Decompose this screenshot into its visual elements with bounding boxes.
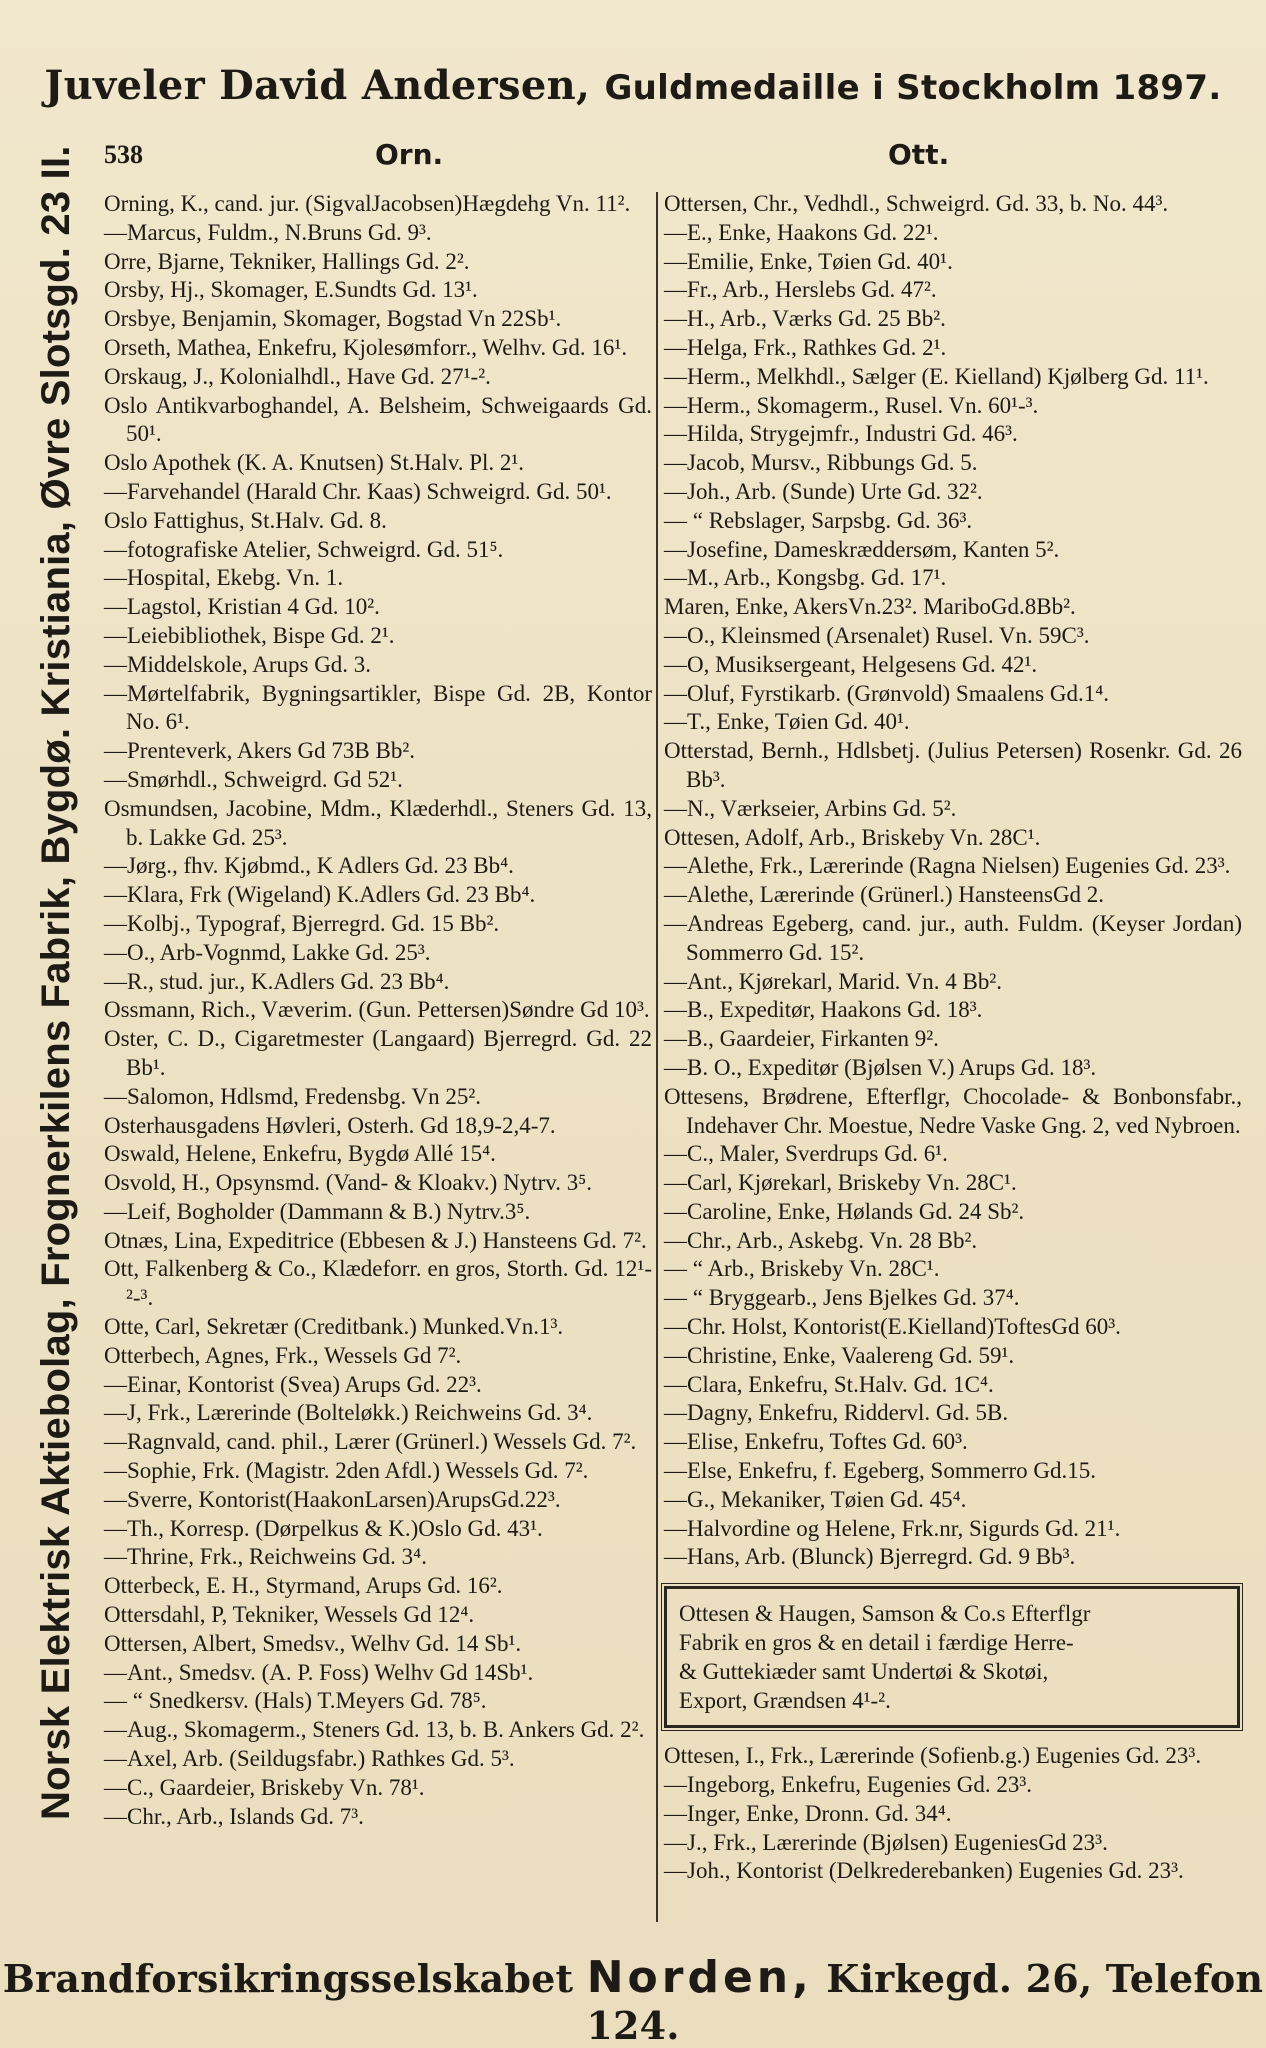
page-number: 538 bbox=[104, 140, 143, 169]
directory-entry: —Herm., Skomagerm., Rusel. Vn. 60¹-³. bbox=[664, 392, 1039, 418]
directory-entry: Ossmann, Rich., Væverim. (Gun. Pettersen)Søndre Gd 10³. bbox=[104, 997, 650, 1023]
directory-entry: —fotografiske Atelier, Schweigrd. Gd. 51⁵. bbox=[104, 536, 504, 562]
left-column-heading: Orn. bbox=[375, 138, 444, 171]
directory-entry: —Prenteverk, Akers Gd 73B Bb². bbox=[104, 738, 415, 764]
directory-entry: —Thrine, Frk., Reichweins Gd. 3⁴. bbox=[104, 1544, 427, 1570]
directory-entry: —B., Gaardeier, Firkanten 9². bbox=[664, 1026, 939, 1052]
directory-entry: —Inger, Enke, Dronn. Gd. 34⁴. bbox=[664, 1800, 952, 1826]
directory-entry: —B., Expeditør, Haakons Gd. 18³. bbox=[664, 997, 983, 1023]
directory-entry: —Jacob, Mursv., Ribbungs Gd. 5. bbox=[664, 450, 978, 476]
directory-entry: —Hilda, Strygejmfr., Industri Gd. 46³. bbox=[664, 421, 1018, 447]
side-advert-text: Norsk Elektrisk Aktiebolag, Frognerkilens Fabrik, Bygdø. Kristiania, Øvre Slotsgd. 23 II. bbox=[34, 145, 78, 1820]
advert-line: Ottesen & Haugen, Samson & Co.s Efterflgr bbox=[679, 1601, 1091, 1627]
directory-entry: — “ Rebslager, Sarpsbg. Gd. 36³. bbox=[664, 507, 973, 533]
directory-entry: Ottesens, Brødrene, Efterflgr, Chocolade- & Bonbonsfabr., Indehaver Chr. Moestue, Nedre Vaske Gng. 2, ved Nybroen. bbox=[664, 1083, 1242, 1138]
directory-entry: —M., Arb., Kongsbg. Gd. 17¹. bbox=[664, 565, 947, 591]
directory-entry: —O., Kleinsmed (Arsenalet) Rusel. Vn. 59C³. bbox=[664, 622, 1090, 648]
directory-entry: —Caroline, Enke, Hølands Gd. 24 Sb². bbox=[664, 1198, 1025, 1224]
directory-entry: Osmundsen, Jacobine, Mdm., Klæderhdl., Steners Gd. 13, b. Lakke Gd. 25³. bbox=[104, 795, 652, 850]
directory-entry: —Alethe, Lærerinde (Grünerl.) HansteensGd 2. bbox=[664, 882, 1105, 908]
right-entries-top bbox=[664, 190, 1242, 1572]
directory-entry: —C., Maler, Sverdrups Gd. 6¹. bbox=[664, 1141, 948, 1167]
directory-entry: —Fr., Arb., Herslebs Gd. 47². bbox=[664, 277, 937, 303]
directory-entry: —Farvehandel (Harald Chr. Kaas) Schweigrd. Gd. 50¹. bbox=[104, 478, 612, 504]
right-column-heading: Ott. bbox=[888, 138, 950, 171]
directory-entry: Osterhausgadens Høvleri, Osterh. Gd 18,9-2,4-7. bbox=[104, 1112, 556, 1138]
directory-entry: Orskaug, J., Kolonialhdl., Have Gd. 27¹-². bbox=[104, 363, 491, 389]
directory-entry: —C., Gaardeier, Briskeby Vn. 78¹. bbox=[104, 1774, 425, 1800]
directory-entry: Orsbye, Benjamin, Skomager, Bogstad Vn 22Sb¹. bbox=[104, 306, 562, 332]
directory-entry: Orre, Bjarne, Tekniker, Hallings Gd. 2². bbox=[104, 248, 470, 274]
directory-entry: —Oluf, Fyrstikarb. (Grønvold) Smaalens Gd.1⁴. bbox=[664, 680, 1109, 706]
directory-entry: Oslo Apothek (K. A. Knutsen) St.Halv. Pl. 2¹. bbox=[104, 450, 525, 476]
column-divider bbox=[656, 192, 658, 1922]
footer-brand: Norden, bbox=[586, 1952, 813, 2003]
directory-entry: —Th., Korresp. (Dørpelkus & K.)Oslo Gd. 43¹. bbox=[104, 1515, 543, 1541]
directory-entry: Osvold, H., Opsynsmd. (Vand- & Kloakv.) Nytrv. 3⁵. bbox=[104, 1170, 592, 1196]
directory-entry: Oslo Antikvarboghandel, A. Belsheim, Schweigaards Gd. 50¹. bbox=[104, 392, 652, 447]
directory-entry: —Aug., Skomagerm., Steners Gd. 13, b. B. Ankers Gd. 2². bbox=[104, 1717, 645, 1743]
directory-entry: —Lagstol, Kristian 4 Gd. 10². bbox=[104, 594, 380, 620]
directory-entry: Oster, C. D., Cigaretmester (Langaard) Bjerregrd. Gd. 22 Bb¹. bbox=[104, 1026, 652, 1080]
advert-line: Export, Grændsen 4¹-². bbox=[679, 1688, 891, 1714]
directory-entry: —T., Enke, Tøien Gd. 40¹. bbox=[664, 709, 910, 735]
directory-entry: —Ragnvald, cand. phil., Lærer (Grünerl.) Wessels Gd. 7². bbox=[104, 1429, 637, 1455]
directory-entry: —Halvordine og Helene, Frk.nr, Sigurds Gd. 21¹. bbox=[664, 1515, 1121, 1541]
directory-entry: Oswald, Helene, Enkefru, Bygdø Allé 15⁴. bbox=[104, 1141, 496, 1167]
directory-entry: —Christine, Enke, Vaalereng Gd. 59¹. bbox=[664, 1342, 1015, 1368]
directory-entry: —Kolbj., Typograf, Bjerregrd. Gd. 15 Bb². bbox=[104, 910, 500, 936]
bottom-advert-banner bbox=[0, 1952, 1266, 2048]
directory-entry: —Joh., Arb. (Sunde) Urte Gd. 32². bbox=[664, 478, 983, 504]
directory-entry: —Leiebibliothek, Bispe Gd. 2¹. bbox=[104, 622, 395, 648]
footer-company: Brandforsikringsselskabet bbox=[2, 1956, 574, 2001]
directory-entry: —Chr., Arb., Islands Gd. 7³. bbox=[104, 1803, 364, 1829]
directory-entry: —Jørg., fhv. Kjøbmd., K Adlers Gd. 23 Bb⁴. bbox=[104, 853, 514, 879]
directory-entry: —Andreas Egeberg, cand. jur., auth. Fuldm. (Keyser Jordan) Sommerro Gd. 15². bbox=[664, 910, 1242, 965]
directory-entry: Oslo Fattighus, St.Halv. Gd. 8. bbox=[104, 507, 387, 533]
directory-entry: Ott, Falkenberg & Co., Klædeforr. en gros, Storth. Gd. 12¹-²-³. bbox=[104, 1256, 652, 1311]
directory-entry: —Klara, Frk (Wigeland) K.Adlers Gd. 23 Bb⁴. bbox=[104, 882, 536, 908]
directory-entry: —Elise, Enkefru, Toftes Gd. 60³. bbox=[664, 1429, 968, 1455]
ottesen-haugen-advert bbox=[664, 1586, 1240, 1728]
directory-entry: —Chr. Holst, Kontorist(E.Kielland)ToftesGd 60³. bbox=[664, 1314, 1121, 1340]
directory-entry: —Smørhdl., Schweigrd. Gd 52¹. bbox=[104, 766, 403, 792]
directory-entry: —Herm., Melkhdl., Sælger (E. Kielland) Kjølberg Gd. 11¹. bbox=[664, 363, 1209, 389]
directory-entry: —H., Arb., Værks Gd. 25 Bb². bbox=[664, 306, 946, 332]
directory-entry: —B. O., Expeditør (Bjølsen V.) Arups Gd. 18³. bbox=[664, 1054, 1097, 1080]
directory-entry: —Hans, Arb. (Blunck) Bjerregrd. Gd. 9 Bb³. bbox=[664, 1544, 1076, 1570]
directory-entry: —Dagny, Enkefru, Riddervl. Gd. 5B. bbox=[664, 1400, 1009, 1426]
directory-entry: —Leif, Bogholder (Dammann & B.) Nytrv.3⁵. bbox=[104, 1198, 531, 1224]
directory-entry: Ottersdahl, P, Tekniker, Wessels Gd 12⁴. bbox=[104, 1602, 475, 1628]
advert-line: Fabrik en gros & en detail i færdige Herre- bbox=[679, 1630, 1074, 1656]
directory-entry: —R., stud. jur., K.Adlers Gd. 23 Bb⁴. bbox=[104, 968, 450, 994]
top-advert-banner bbox=[0, 62, 1266, 109]
directory-entry: Ottersen, Chr., Vedhdl., Schweigrd. Gd. 33, b. No. 44³. bbox=[664, 191, 1169, 216]
directory-entry: Orsby, Hj., Skomager, E.Sundts Gd. 13¹. bbox=[104, 277, 478, 303]
directory-entry: Otterbeck, E. H., Styrmand, Arups Gd. 16². bbox=[104, 1573, 503, 1599]
directory-entry: —Emilie, Enke, Tøien Gd. 40¹. bbox=[664, 248, 953, 274]
directory-entry: —Middelskole, Arups Gd. 3. bbox=[104, 651, 372, 677]
directory-entry: —Mørtelfabrik, Bygningsartikler, Bispe Gd. 2B, Kontor No. 6¹. bbox=[104, 680, 652, 735]
directory-entry: —E., Enke, Haakons Gd. 22¹. bbox=[664, 219, 939, 245]
directory-entry: Otnæs, Lina, Expeditrice (Ebbesen & J.) Hansteens Gd. 7². bbox=[104, 1227, 647, 1253]
directory-entry: Orseth, Mathea, Enkefru, Kjolesømforr., Welhv. Gd. 16¹. bbox=[104, 334, 628, 360]
directory-entry: — “ Snedkersv. (Hals) T.Meyers Gd. 78⁵. bbox=[104, 1688, 487, 1714]
directory-entry: —Carl, Kjørekarl, Briskeby Vn. 28C¹. bbox=[664, 1170, 1017, 1196]
banner-right-text: Guldmedaille i Stockholm 1897. bbox=[604, 68, 1222, 108]
banner-left-text: Juveler David Andersen, bbox=[44, 62, 591, 109]
directory-entry: —J., Frk., Lærerinde (Bjølsen) EugeniesGd 23³. bbox=[664, 1829, 1108, 1855]
directory-entry: —Sverre, Kontorist(HaakonLarsen)ArupsGd.22³. bbox=[104, 1486, 561, 1512]
directory-entry: Orning, K., cand. jur. (SigvalJacobsen)Hægdehg Vn. 11². bbox=[104, 191, 631, 216]
advert-line: & Guttekiæder samt Undertøi & Skotøi, bbox=[679, 1659, 1049, 1685]
directory-entry: —Chr., Arb., Askebg. Vn. 28 Bb². bbox=[664, 1227, 978, 1253]
directory-entry: —J, Frk., Lærerinde (Bolteløkk.) Reichweins Gd. 3⁴. bbox=[104, 1400, 593, 1426]
directory-entry: Otterbech, Agnes, Frk., Wessels Gd 7². bbox=[104, 1342, 462, 1368]
directory-entry: Maren, Enke, AkersVn.23². MariboGd.8Bb². bbox=[664, 594, 1076, 620]
directory-entry: Ottesen, I., Frk., Lærerinde (Sofienb.g.) Eugenies Gd. 23³. bbox=[664, 1743, 1202, 1769]
directory-entry: —Ingeborg, Enkefru, Eugenies Gd. 23³. bbox=[664, 1772, 1032, 1798]
right-column bbox=[664, 190, 1242, 1886]
left-column bbox=[104, 190, 652, 1831]
right-entries-bottom bbox=[664, 1742, 1242, 1886]
directory-entry: —Else, Enkefru, f. Egeberg, Sommerro Gd.15. bbox=[664, 1458, 1097, 1484]
directory-entry: —Helga, Frk., Rathkes Gd. 2¹. bbox=[664, 334, 947, 360]
directory-entry: — “ Arb., Briskeby Vn. 28C¹. bbox=[664, 1256, 940, 1282]
directory-entry: —Alethe, Frk., Lærerinde (Ragna Nielsen) Eugenies Gd. 23³. bbox=[664, 853, 1231, 879]
directory-entry: —Clara, Enkefru, St.Halv. Gd. 1C⁴. bbox=[664, 1371, 994, 1397]
directory-entry: —N., Værkseier, Arbins Gd. 5². bbox=[664, 795, 957, 821]
directory-entry: —Joh., Kontorist (Delkrederebanken) Eugenies Gd. 23³. bbox=[664, 1858, 1184, 1884]
directory-entry: — “ Bryggearb., Jens Bjelkes Gd. 37⁴. bbox=[664, 1285, 1020, 1311]
directory-entry: —Ant., Smedsv. (A. P. Foss) Welhv Gd 14Sb¹. bbox=[104, 1659, 534, 1685]
directory-entry: —G., Mekaniker, Tøien Gd. 45⁴. bbox=[664, 1486, 967, 1512]
directory-entry: Otte, Carl, Sekretær (Creditbank.) Munked.Vn.1³. bbox=[104, 1314, 564, 1340]
directory-entry: —Hospital, Ekebg. Vn. 1. bbox=[104, 565, 344, 591]
directory-entry: —Ant., Kjørekarl, Marid. Vn. 4 Bb². bbox=[664, 968, 1003, 994]
directory-entry: Ottesen, Adolf, Arb., Briskeby Vn. 28C¹. bbox=[664, 824, 1041, 850]
directory-entry: —O., Arb-Vognmd, Lakke Gd. 25³. bbox=[104, 939, 431, 965]
directory-entry: —Josefine, Dameskræddersøm, Kanten 5². bbox=[664, 536, 1060, 562]
directory-entry: —Axel, Arb. (Seildugsfabr.) Rathkes Gd. 5³. bbox=[104, 1746, 515, 1772]
directory-entry: —Salomon, Hdlsmd, Fredensbg. Vn 25². bbox=[104, 1083, 482, 1109]
directory-entry: Otterstad, Bernh., Hdlsbetj. (Julius Petersen) Rosenkr. Gd. 26 Bb³. bbox=[664, 738, 1242, 792]
directory-entry: —Einar, Kontorist (Svea) Arups Gd. 22³. bbox=[104, 1371, 482, 1397]
directory-entry: —O, Musiksergeant, Helgesens Gd. 42¹. bbox=[664, 651, 1038, 677]
directory-entry: —Marcus, Fuldm., N.Bruns Gd. 9³. bbox=[104, 219, 432, 245]
directory-entry: —Sophie, Frk. (Magistr. 2den Afdl.) Wessels Gd. 7². bbox=[104, 1458, 589, 1484]
footer-address: Kirkegd. 26, Telefon 124. bbox=[586, 1956, 1264, 2048]
directory-entry: Ottersen, Albert, Smedsv., Welhv Gd. 14 Sb¹. bbox=[104, 1630, 522, 1656]
